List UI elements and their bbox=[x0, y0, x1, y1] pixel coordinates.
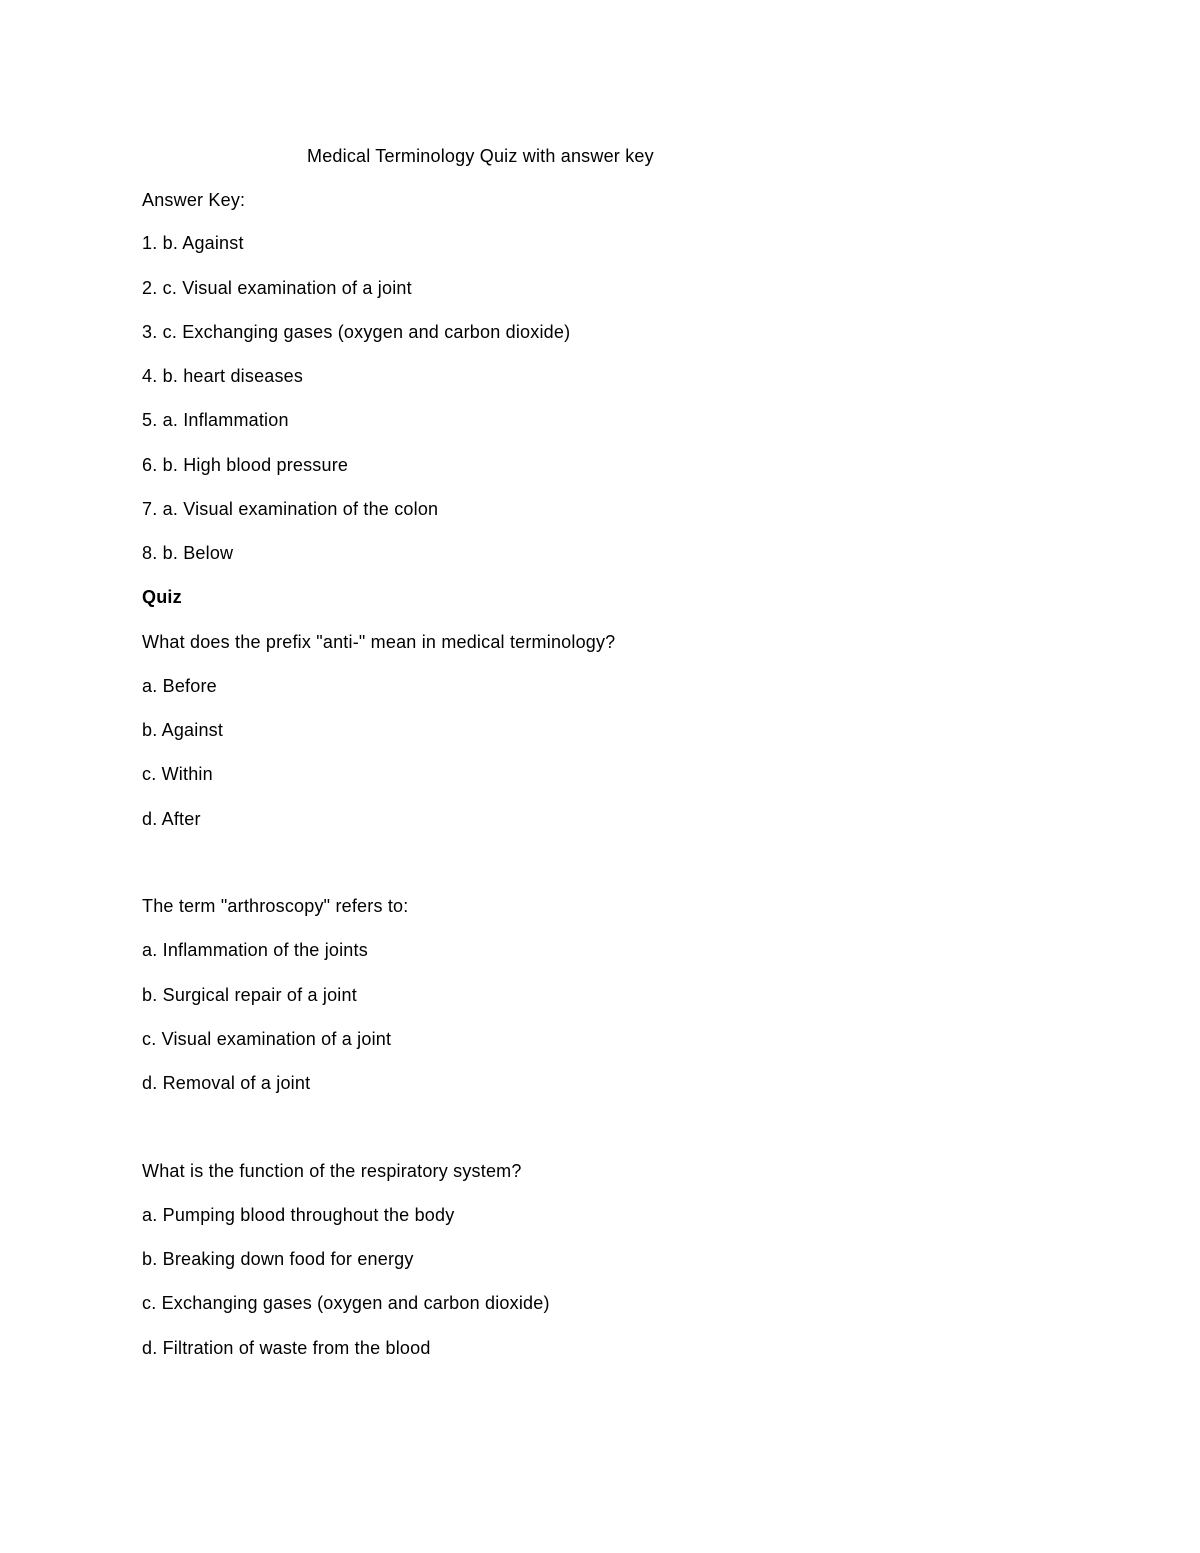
question-2-option-b: b. Surgical repair of a joint bbox=[142, 985, 357, 1005]
answer-key-item-8: 8. b. Below bbox=[142, 543, 234, 563]
answer-key-item-6: 6. b. High blood pressure bbox=[142, 455, 349, 475]
question-3-option-c: c. Exchanging gases (oxygen and carbon dioxide) bbox=[142, 1293, 550, 1313]
answer-key-item-4: 4. b. heart diseases bbox=[142, 366, 304, 386]
question-1-text: What does the prefix "anti-" mean in medical terminology? bbox=[142, 632, 616, 652]
answer-key-item-7: 7. a. Visual examination of the colon bbox=[142, 499, 439, 519]
question-1-option-a: a. Before bbox=[142, 676, 217, 696]
question-3-text: What is the function of the respiratory system? bbox=[142, 1161, 522, 1181]
answer-key-item-5: 5. a. Inflammation bbox=[142, 410, 289, 430]
question-3-option-d: d. Filtration of waste from the blood bbox=[142, 1338, 431, 1358]
question-3-option-a: a. Pumping blood throughout the body bbox=[142, 1205, 455, 1225]
quiz-heading: Quiz bbox=[142, 587, 182, 607]
question-2-option-c: c. Visual examination of a joint bbox=[142, 1029, 392, 1049]
answer-key-heading: Answer Key: bbox=[142, 190, 246, 210]
question-2-option-a: a. Inflammation of the joints bbox=[142, 940, 368, 960]
question-1-option-b: b. Against bbox=[142, 720, 224, 740]
page-title: Medical Terminology Quiz with answer key bbox=[307, 146, 654, 166]
question-1-option-c: c. Within bbox=[142, 764, 213, 784]
answer-key-item-1: 1. b. Against bbox=[142, 233, 244, 253]
answer-key-item-2: 2. c. Visual examination of a joint bbox=[142, 278, 412, 298]
question-2-text: The term "arthroscopy" refers to: bbox=[142, 896, 409, 916]
answer-key-item-3: 3. c. Exchanging gases (oxygen and carbon dioxide) bbox=[142, 322, 571, 342]
question-2-option-d: d. Removal of a joint bbox=[142, 1073, 311, 1093]
question-3-option-b: b. Breaking down food for energy bbox=[142, 1249, 414, 1269]
question-1-option-d: d. After bbox=[142, 809, 201, 829]
